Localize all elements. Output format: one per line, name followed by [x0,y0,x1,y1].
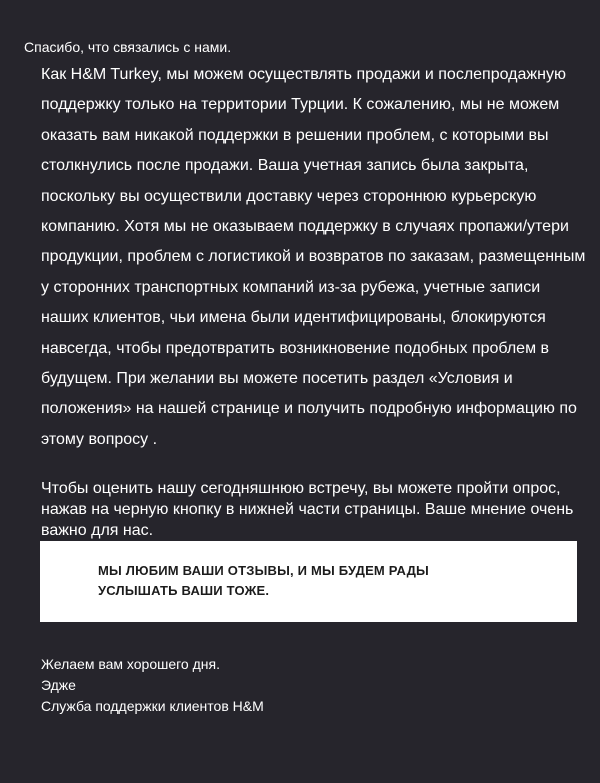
feedback-banner-text: МЫ ЛЮБИМ ВАШИ ОТЗЫВЫ, И МЫ БУДЕМ РАДЫ УСЛЫШАТЬ ВАШИ ТОЖЕ. [98,563,429,598]
signoff-team: Служба поддержки клиентов H&M [41,698,264,714]
main-message-paragraph: Как H&M Turkey, мы можем осуществлять продажи и послепродажную поддержку только на территории Турции. К сожалению, мы не можем оказать вам никакой поддержки в решении проблем, с которыми вы столкнулись после продажи. Ваша учетная запись была закрыта, поскольку вы осуществили доставку через стороннюю курьерскую компанию. Хотя мы не оказываем поддержку в случаях пропажи/утери продукции, проблем с логистикой и возвратов по заказам, размещенным у сторонних транспортных компаний из-за рубежа, учетные записи наших клиентов, чьи имена были идентифицированы, блокируются навсегда, чтобы предотвратить возникновение подобных проблем в будущем. При желании вы можете посетить раздел «Условия и положения» на нашей странице и получить подробную информацию по этому вопросу . [41,66,586,448]
signoff-block [41,654,264,717]
signoff-agent-name: Эдже [41,677,76,693]
greeting-text: Спасибо, что связались с нами. [24,39,232,55]
survey-invitation-paragraph: Чтобы оценить нашу сегодняшнюю встречу, вы можете пройти опрос, нажав на черную кнопку в нижней части страницы. Ваше мнение очень важно для нас. [41,480,574,539]
feedback-banner [40,541,577,622]
signoff-wish: Желаем вам хорошего дня. [41,656,220,672]
